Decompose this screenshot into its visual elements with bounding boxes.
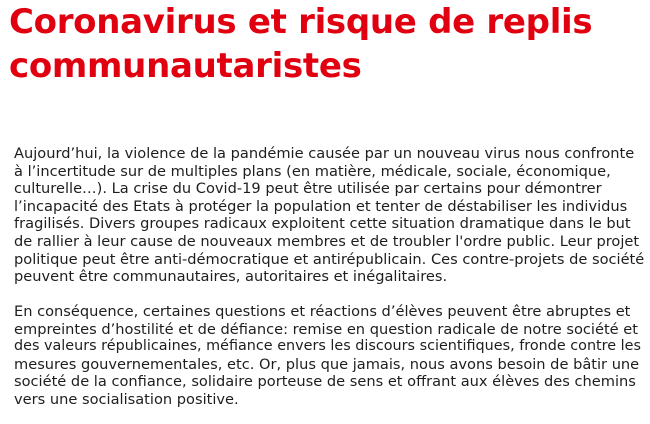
paragraph-line: l’incapacité des Etats à protéger la population et tenter de déstabiliser les individus bbox=[14, 197, 628, 215]
article-title bbox=[9, 0, 639, 88]
paragraph-line: des valeurs républicaines, méfiance envers les discours scientifiques, fronde contre les bbox=[14, 338, 641, 355]
paragraph-line: à l’incertitude sur de multiples plans (en matière, médicale, sociale, économique, bbox=[14, 162, 611, 180]
paragraph-line: politique peut être anti-démocratique et antirépublicain. Ces contre-projets de société bbox=[14, 250, 645, 268]
paragraph-line: vers une socialisation positive. bbox=[14, 390, 239, 408]
paragraph-line: Aujourd’hui, la violence de la pandémie causée par un nouveau virus nous confronte bbox=[14, 145, 635, 162]
paragraph-line: En conséquence, certaines questions et réactions d’élèves peuvent être abruptes et bbox=[14, 303, 631, 320]
article-title-line: Coronavirus et risque de replis bbox=[9, 2, 593, 42]
paragraph-line: peuvent être communautaires, autoritaires et inégalitaires. bbox=[14, 268, 448, 286]
paragraph-line: société de la confiance, solidaire porteuse de sens et offrant aux élèves des chemins bbox=[14, 373, 636, 391]
paragraph-line: de rallier à leur cause de nouveaux membres et de troubler l'ordre public. Leur projet bbox=[14, 232, 640, 250]
paragraph-line: culturelle…). La crise du Covid-19 peut être utilisée par certains pour démontrer bbox=[14, 180, 602, 198]
paragraph-consequences bbox=[14, 303, 644, 409]
paragraph-line: fragilisés. Divers groupes radicaux exploitent cette situation dramatique dans le but bbox=[14, 215, 631, 233]
article-title-line: communautaristes bbox=[9, 46, 362, 86]
paragraph-pandemic-context bbox=[14, 145, 644, 286]
paragraph-line: mesures gouvernementales, etc. Or, plus que jamais, nous avons besoin de bâtir une bbox=[14, 355, 640, 373]
paragraph-line: empreintes d’hostilité et de défiance: remise en question radicale de notre société et bbox=[14, 320, 638, 338]
